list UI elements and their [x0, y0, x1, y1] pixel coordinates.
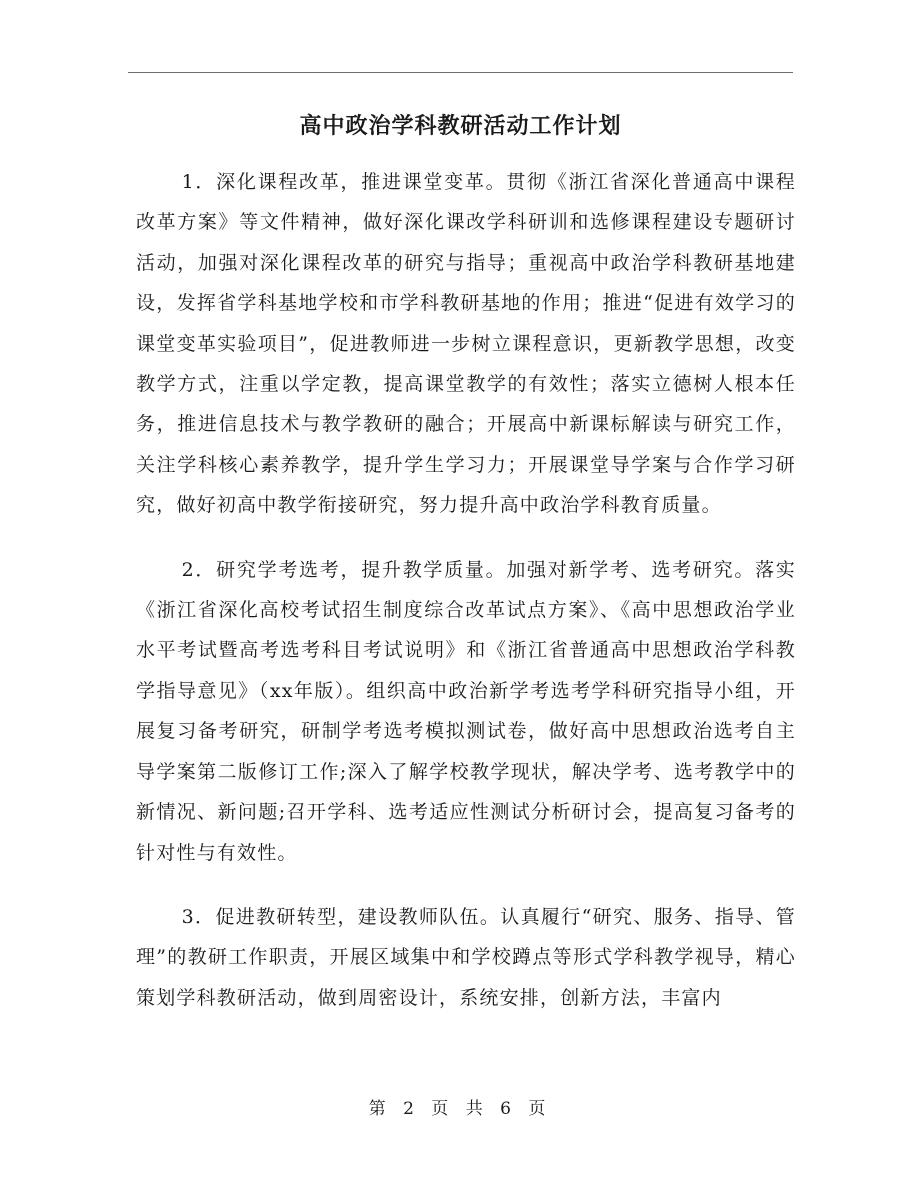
- paragraph-3: 3．促进教研转型，建设教师队伍。认真履行“研究、服务、指导、管理”的教研工作职责，开展区域集中和学校蹲点等形式学科教学视导，精心策划学科教研活动，做到周密设计，系统安排，创新方法，丰富内: [136, 905, 796, 1009]
- header-rule: [128, 72, 793, 73]
- document-title: 高中政治学科教研活动工作计划: [299, 113, 622, 139]
- page-number: 第 2 页 共 6 页: [368, 1099, 552, 1119]
- document-body: [136, 162, 796, 1042]
- paragraph-2: 2．研究学考选考，提升教学质量。加强对新学考、选考研究。落实《浙江省深化高校考试招生制度综合改革试点方案》、《高中思想政治学业水平考试暨高考选考科目考试说明》和《浙江省普通高中思想政治学科教学指导意见》（xx年版）。组织高中政治新学考选考学科研究指导小组，开展复习备考研究，研制学考选考模拟测试卷，做好高中思想政治选考自主导学案第二版修订工作;深入了解学校教学现状，解决学考、选考教学中的新情况、新问题;召开学科、选考适应性测试分析研讨会，提高复习备考的针对性与有效性。: [136, 558, 796, 864]
- paragraph-1: 1．深化课程改革，推进课堂变革。贯彻《浙江省深化普通高中课程改革方案》等文件精神，做好深化课改学科研训和选修课程建设专题研讨活动，加强对深化课程改革的研究与指导；重视高中政治学科教研基地建设，发挥省学科基地学校和市学科教研基地的作用；推进“促进有效学习的课堂变革实验项目”，促进教师进一步树立课程意识，更新教学思想，改变教学方式，注重以学定教，提高课堂教学的有效性；落实立德树人根本任务，推进信息技术与教学教研的融合；开展高中新课标解读与研究工作，关注学科核心素养教学，提升学生学习力；开展课堂导学案与合作学习研究，做好初高中教学衔接研究，努力提升高中政治学科教育质量。: [136, 171, 796, 517]
